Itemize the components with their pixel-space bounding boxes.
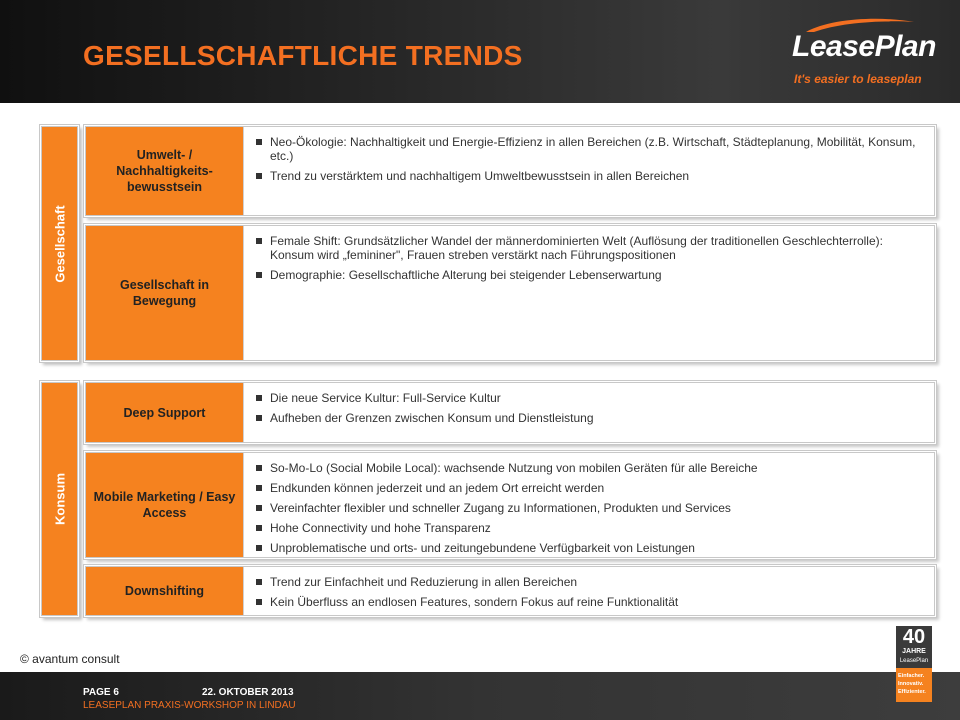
- group-label-gesellschaft: [42, 127, 77, 360]
- trend-content: [243, 127, 934, 215]
- group-label-konsum: [42, 383, 77, 615]
- trend-content: [243, 383, 934, 442]
- trend-content: [243, 226, 934, 360]
- trend-label: Deep Support: [86, 383, 243, 442]
- group-label-text: Gesellschaft: [52, 204, 67, 283]
- footer-subtitle: LEASEPLAN PRAXIS-WORKSHOP IN LINDAU: [83, 700, 296, 711]
- anniversary-badge: [896, 626, 932, 702]
- trend-row: [86, 567, 934, 615]
- badge-jahre: JAHRE: [902, 648, 926, 655]
- trend-row: [86, 127, 934, 215]
- logo-tagline: It's easier to leaseplan: [794, 72, 922, 86]
- trend-content: [243, 453, 934, 557]
- bullet-list: [244, 127, 934, 183]
- bullet-item: Female Shift: Grundsätzlicher Wandel der männerdominierten Welt (Auflösung der traditionellen Geschlechterrolle): Konsum wird „femininer", Frauen streben verstärkt nach Führungspositionen: [270, 234, 924, 262]
- bullet-list: [244, 383, 934, 425]
- bullet-item: Vereinfachter flexibler und schneller Zugang zu Informationen, Produkten und Services: [270, 501, 924, 515]
- badge-number: 40: [902, 626, 926, 648]
- bullet-item: Aufheben der Grenzen zwischen Konsum und Dienstleistung: [270, 411, 924, 425]
- copyright-note: © avantum consult: [20, 652, 120, 666]
- bullet-item: Demographie: Gesellschaftliche Alterung bei steigender Lebenserwartung: [270, 268, 924, 282]
- bullet-list: [244, 453, 934, 555]
- bullet-item: Neo-Ökologie: Nachhaltigkeit und Energie-Effizienz in allen Bereichen (z.B. Wirtschaft, Städteplanung, Mobilität, Konsum, etc.): [270, 135, 924, 163]
- trend-row: [86, 383, 934, 442]
- trend-label: Gesellschaft in Bewegung: [86, 226, 243, 360]
- footer-bar: [0, 672, 960, 720]
- badge-top: [896, 626, 932, 668]
- bullet-item: So-Mo-Lo (Social Mobile Local): wachsende Nutzung von mobilen Geräten für alle Bereiche: [270, 461, 924, 475]
- logo-wordmark: LeasePlan: [792, 30, 936, 63]
- bullet-list: [244, 226, 934, 282]
- leaseplan-logo: [786, 16, 936, 90]
- bullet-item: Hohe Connectivity und hohe Transparenz: [270, 521, 924, 535]
- badge-tag: Einfacher.: [898, 673, 925, 679]
- bullet-item: Unproblematische und orts- und zeitungebundene Verfügbarkeit von Leistungen: [270, 541, 924, 555]
- bullet-item: Endkunden können jederzeit und an jedem Ort erreicht werden: [270, 481, 924, 495]
- group-label-text: Konsum: [52, 473, 67, 525]
- badge-brand: LeasePlan: [899, 658, 929, 664]
- badge-tag: Effizienter.: [898, 689, 926, 695]
- trend-content: [243, 567, 934, 615]
- badge-bottom: [896, 668, 932, 702]
- trend-row: [86, 226, 934, 360]
- page-number: PAGE 6: [83, 687, 119, 698]
- header-bar: [0, 0, 960, 103]
- trend-row: [86, 453, 934, 557]
- footer-date: 22. OKTOBER 2013: [202, 687, 294, 698]
- page-title: GESELLSCHAFTLICHE TRENDS: [83, 40, 523, 71]
- trend-label: Downshifting: [86, 567, 243, 615]
- bullet-item: Trend zur Einfachheit und Reduzierung in allen Bereichen: [270, 575, 924, 589]
- bullet-item: Trend zu verstärktem und nachhaltigem Umweltbewusstsein in allen Bereichen: [270, 169, 924, 183]
- bullet-item: Kein Überfluss an endlosen Features, sondern Fokus auf reine Funktionalität: [270, 595, 924, 609]
- bullet-list: [244, 567, 934, 609]
- bullet-item: Die neue Service Kultur: Full-Service Kultur: [270, 391, 924, 405]
- trend-label: Umwelt- / Nachhaltigkeits-bewusstsein: [86, 127, 243, 215]
- badge-tag: Innovativ.: [898, 681, 924, 687]
- trend-label: Mobile Marketing / Easy Access: [86, 453, 243, 557]
